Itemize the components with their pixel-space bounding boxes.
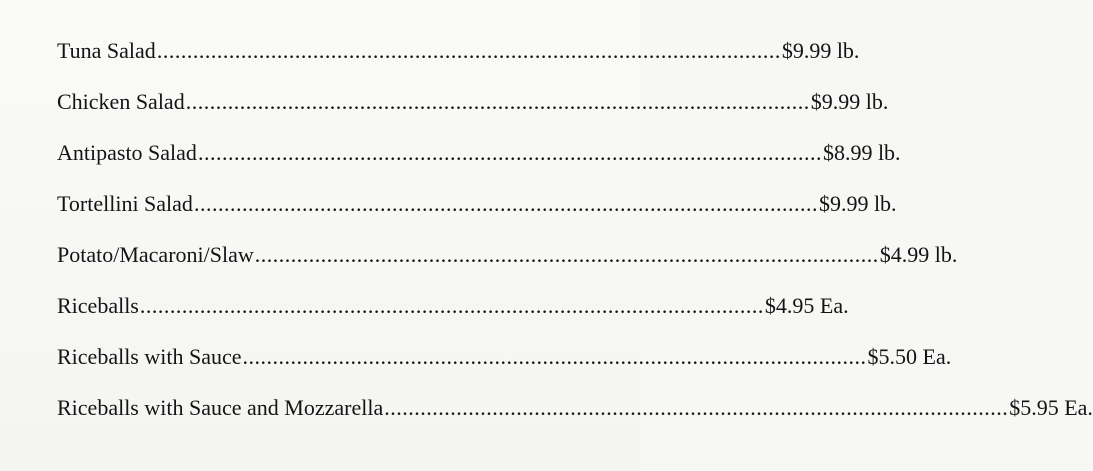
item-name: Antipasto Salad [57, 140, 197, 165]
dot-leader: ........................................................................................................ [156, 38, 781, 63]
item-price: $8.99 lb. [822, 140, 901, 165]
item-name: Tortellini Salad [57, 191, 193, 216]
item-name: Potato/Macaroni/Slaw [57, 242, 254, 267]
dot-leader: ........................................................................................................ [197, 140, 822, 165]
dot-leader: ........................................................................................................ [185, 89, 810, 114]
menu-item-riceballs [57, 293, 849, 344]
item-price: $4.99 lb. [879, 242, 958, 267]
item-price: $4.95 Ea. [764, 293, 849, 318]
item-name: Tuna Salad [57, 38, 156, 63]
dot-leader: ........................................................................................................ [139, 293, 764, 318]
dot-leader: ........................................................................................................ [242, 344, 867, 369]
menu-item-potato-macaroni-slaw [57, 242, 958, 293]
dot-leader: ........................................................................................................ [384, 395, 1009, 420]
item-name: Riceballs with Sauce [57, 344, 242, 369]
dot-leader: ........................................................................................................ [193, 191, 818, 216]
menu-item-riceballs-with-sauce-and-mozzarella [57, 395, 1093, 446]
item-price: $9.99 lb. [818, 191, 897, 216]
menu-item-chicken-salad [57, 89, 889, 140]
dot-leader: ........................................................................................................ [254, 242, 879, 267]
item-price: $5.95 Ea. [1009, 395, 1093, 420]
item-price: $9.99 lb. [781, 38, 860, 63]
item-name: Chicken Salad [57, 89, 185, 114]
menu-item-tuna-salad [57, 38, 860, 89]
item-price: $5.50 Ea. [867, 344, 952, 369]
item-name: Riceballs with Sauce and Mozzarella [57, 395, 384, 420]
menu-item-tortellini-salad [57, 191, 897, 242]
item-price: $9.99 lb. [810, 89, 889, 114]
menu-item-antipasto-salad [57, 140, 901, 191]
menu-item-riceballs-with-sauce [57, 344, 952, 395]
item-name: Riceballs [57, 293, 139, 318]
menu-list [57, 38, 1093, 446]
